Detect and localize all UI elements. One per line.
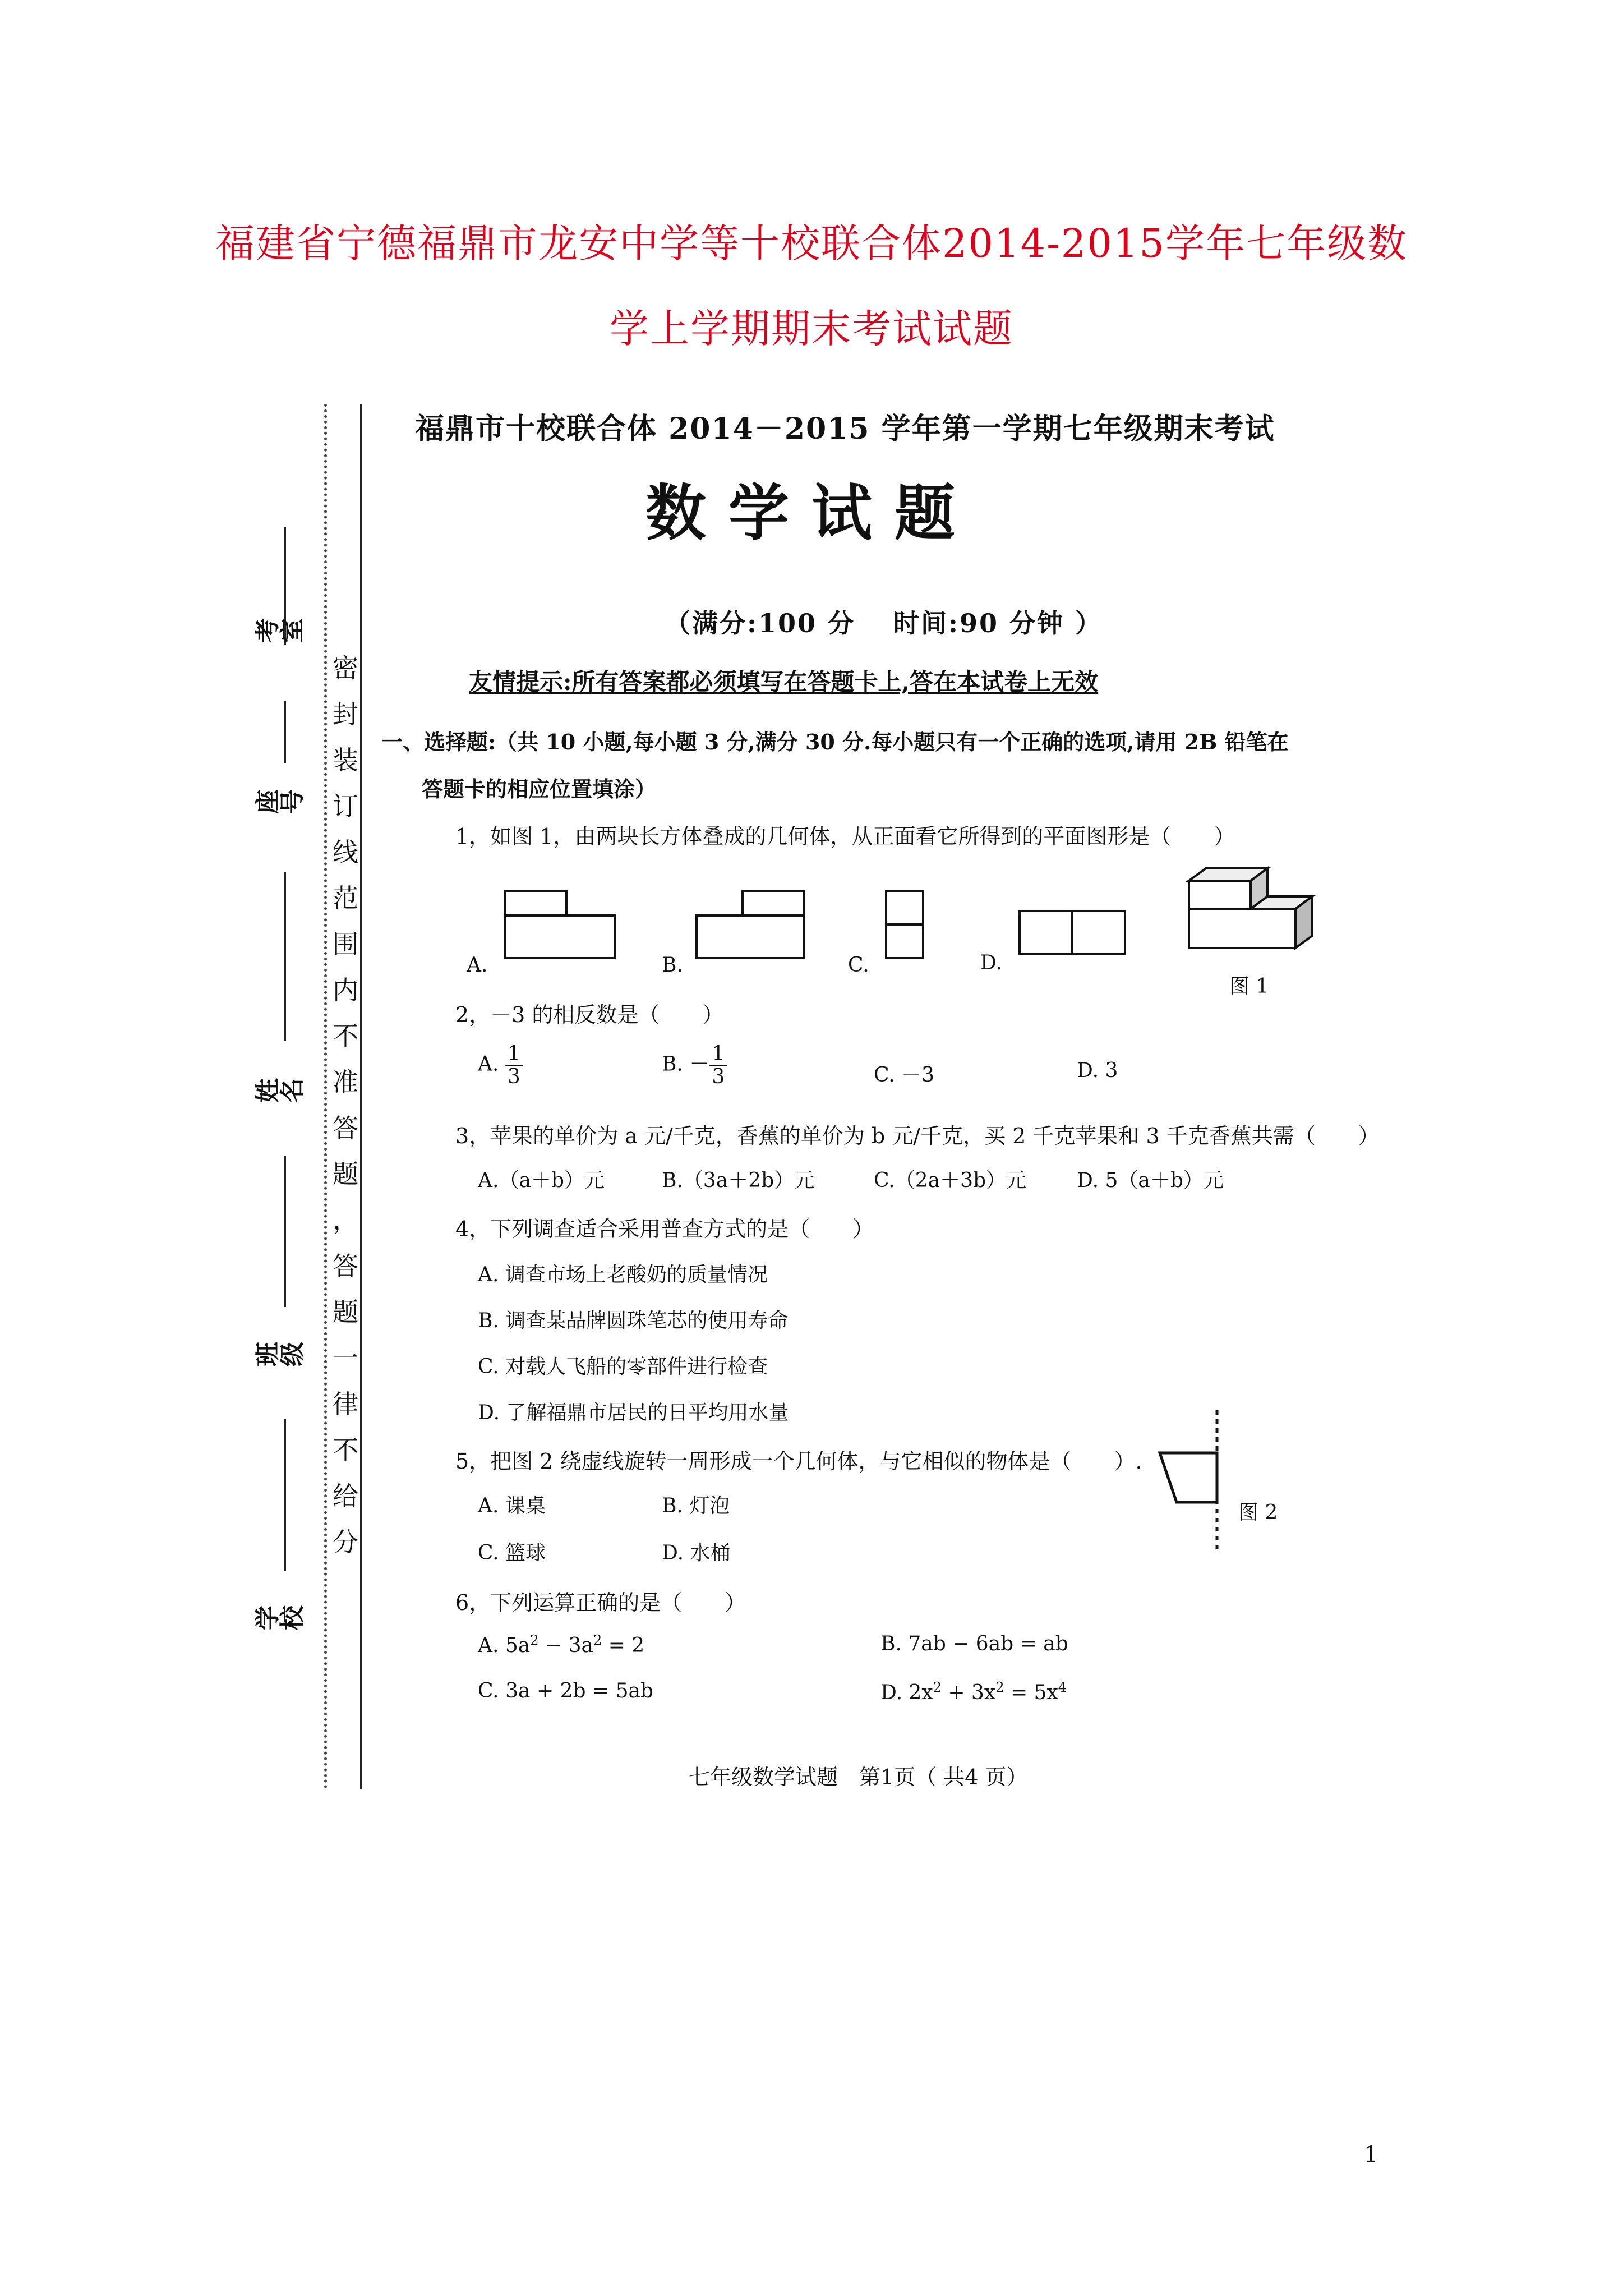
seal-char: 律 bbox=[333, 1389, 358, 1419]
seal-notice bbox=[329, 645, 362, 1565]
seal-char: 密 bbox=[333, 653, 358, 683]
seal-char: 订 bbox=[333, 791, 358, 821]
seal-char: ， bbox=[333, 1205, 358, 1235]
option-c-figure bbox=[884, 890, 929, 963]
q4-option-a: A. 调查市场上老酸奶的质量情况 bbox=[478, 1263, 768, 1286]
seal-char: 准 bbox=[333, 1067, 358, 1097]
q4-option-c: C. 对载人飞船的零部件进行检查 bbox=[478, 1355, 768, 1378]
q3-option-a: A.（a＋b）元 bbox=[478, 1169, 605, 1192]
seal-char: 围 bbox=[333, 929, 358, 959]
exam-header: 福鼎市十校联合体 2014－2015 学年第一学期七年级期末考试 bbox=[415, 412, 1275, 446]
document-title-line-2: 学上学期期末考试试题 bbox=[610, 306, 1013, 352]
option-a-figure bbox=[502, 890, 620, 963]
question-2: 2，－3 的相反数是（ ） bbox=[455, 1002, 724, 1027]
seal-char: 答 bbox=[333, 1251, 358, 1281]
side-field-label: 考室 bbox=[253, 618, 307, 643]
side-field-label: 学校 bbox=[253, 1605, 307, 1630]
option-label: D. bbox=[980, 951, 1003, 974]
question-4: 4，下列调查适合采用普查方式的是（ ） bbox=[455, 1217, 874, 1241]
q5-option-a: A. 课桌 bbox=[478, 1494, 546, 1517]
q3-option-d: D. 5（a＋b）元 bbox=[1077, 1169, 1224, 1192]
q5-option-c: C. 篮球 bbox=[478, 1542, 546, 1565]
section-1-instructions-cont: 答题卡的相应位置填涂） bbox=[422, 776, 657, 802]
exam-meta: （满分:100 分 时间:90 分钟 ） bbox=[665, 608, 1103, 638]
q6-option-a: A. $5a^2 - 3a^2 = 2$ bbox=[478, 1632, 645, 1657]
side-field-label: 座号 bbox=[253, 789, 307, 814]
q2-option-d: D. 3 bbox=[1077, 1059, 1118, 1082]
question-3: 3，苹果的单价为 a 元/千克，香蕉的单价为 b 元/千克，买 2 千克苹果和 3 千克香蕉共需（ ） bbox=[455, 1124, 1380, 1148]
seal-char: 不 bbox=[333, 1021, 358, 1051]
q2-option-b: B. － $\frac{1}{3}$ bbox=[662, 1043, 727, 1088]
question-1: 1，如图 1，由两块长方体叠成的几何体，从正面看它所得到的平面图形是（ ） bbox=[455, 824, 1235, 849]
q3-option-b: B.（3a＋2b）元 bbox=[662, 1169, 815, 1192]
seal-char: 题 bbox=[333, 1297, 358, 1327]
option-d-figure bbox=[1017, 909, 1129, 959]
seal-char: 不 bbox=[333, 1435, 358, 1465]
seal-char: 线 bbox=[333, 837, 358, 867]
seal-char: 题 bbox=[333, 1159, 358, 1189]
seal-char: 给 bbox=[333, 1481, 358, 1511]
q6-option-b: B. 7ab − 6ab = ab bbox=[880, 1632, 1068, 1655]
question-5: 5，把图 2 绕虚线旋转一周形成一个几何体，与它相似的物体是（ ）. bbox=[455, 1449, 1142, 1474]
exam-title: 数学试题 bbox=[645, 478, 978, 549]
figure-2-trapezoid bbox=[1150, 1408, 1234, 1554]
seal-char: 一 bbox=[333, 1343, 358, 1373]
q5-option-b: B. 灯泡 bbox=[662, 1494, 730, 1517]
section-1-instructions: 一、选择题:（共 10 小题,每小题 3 分,满分 30 分.每小题只有一个正确的选项,请用 2B 铅笔在 bbox=[381, 729, 1289, 754]
option-b-figure bbox=[694, 890, 812, 963]
seal-char: 范 bbox=[333, 883, 358, 913]
seal-char: 分 bbox=[333, 1527, 358, 1557]
seal-char: 内 bbox=[333, 975, 358, 1005]
seal-char: 装 bbox=[333, 745, 358, 775]
figure-2-label: 图 2 bbox=[1238, 1501, 1278, 1524]
q6-option-d: D. $2x^2 + 3x^2 = 5x^4$ bbox=[880, 1680, 1067, 1704]
q4-option-d: D. 了解福鼎市居民的日平均用水量 bbox=[478, 1401, 789, 1424]
seal-char: 答 bbox=[333, 1113, 358, 1143]
binding-dotted-line bbox=[324, 404, 327, 1789]
exam-page-footer: 七年级数学试题 第1页（ 共4 页） bbox=[689, 1765, 1028, 1789]
side-field-label: 班级 bbox=[253, 1342, 307, 1366]
figure-1-solid bbox=[1183, 864, 1318, 965]
q5-option-d: D. 水桶 bbox=[662, 1542, 731, 1565]
option-label: C. bbox=[848, 954, 869, 977]
q3-option-c: C.（2a＋3b）元 bbox=[874, 1169, 1027, 1192]
document-title-line-1: 福建省宁德福鼎市龙安中学等十校联合体2014-2015学年七年级数 bbox=[215, 220, 1408, 266]
q6-option-c: C. 3a + 2b = 5ab bbox=[478, 1680, 653, 1703]
q2-option-a: A. $\frac{1}{3}$ bbox=[478, 1043, 523, 1088]
friendly-tip: 友情提示:所有答案都必须填写在答题卡上,答在本试卷上无效 bbox=[469, 668, 1099, 696]
page-number: 1 bbox=[1364, 2142, 1378, 2168]
q2-option-c: C. －3 bbox=[874, 1064, 935, 1087]
option-label: A. bbox=[467, 954, 488, 977]
q4-option-b: B. 调查某品牌圆珠笔芯的使用寿命 bbox=[478, 1309, 789, 1332]
seal-char: 封 bbox=[333, 699, 358, 729]
side-field-label: 姓名 bbox=[253, 1078, 307, 1103]
option-label: B. bbox=[662, 954, 683, 977]
figure-1-label: 图 1 bbox=[1229, 975, 1269, 998]
question-6: 6，下列运算正确的是（ ） bbox=[455, 1590, 746, 1615]
